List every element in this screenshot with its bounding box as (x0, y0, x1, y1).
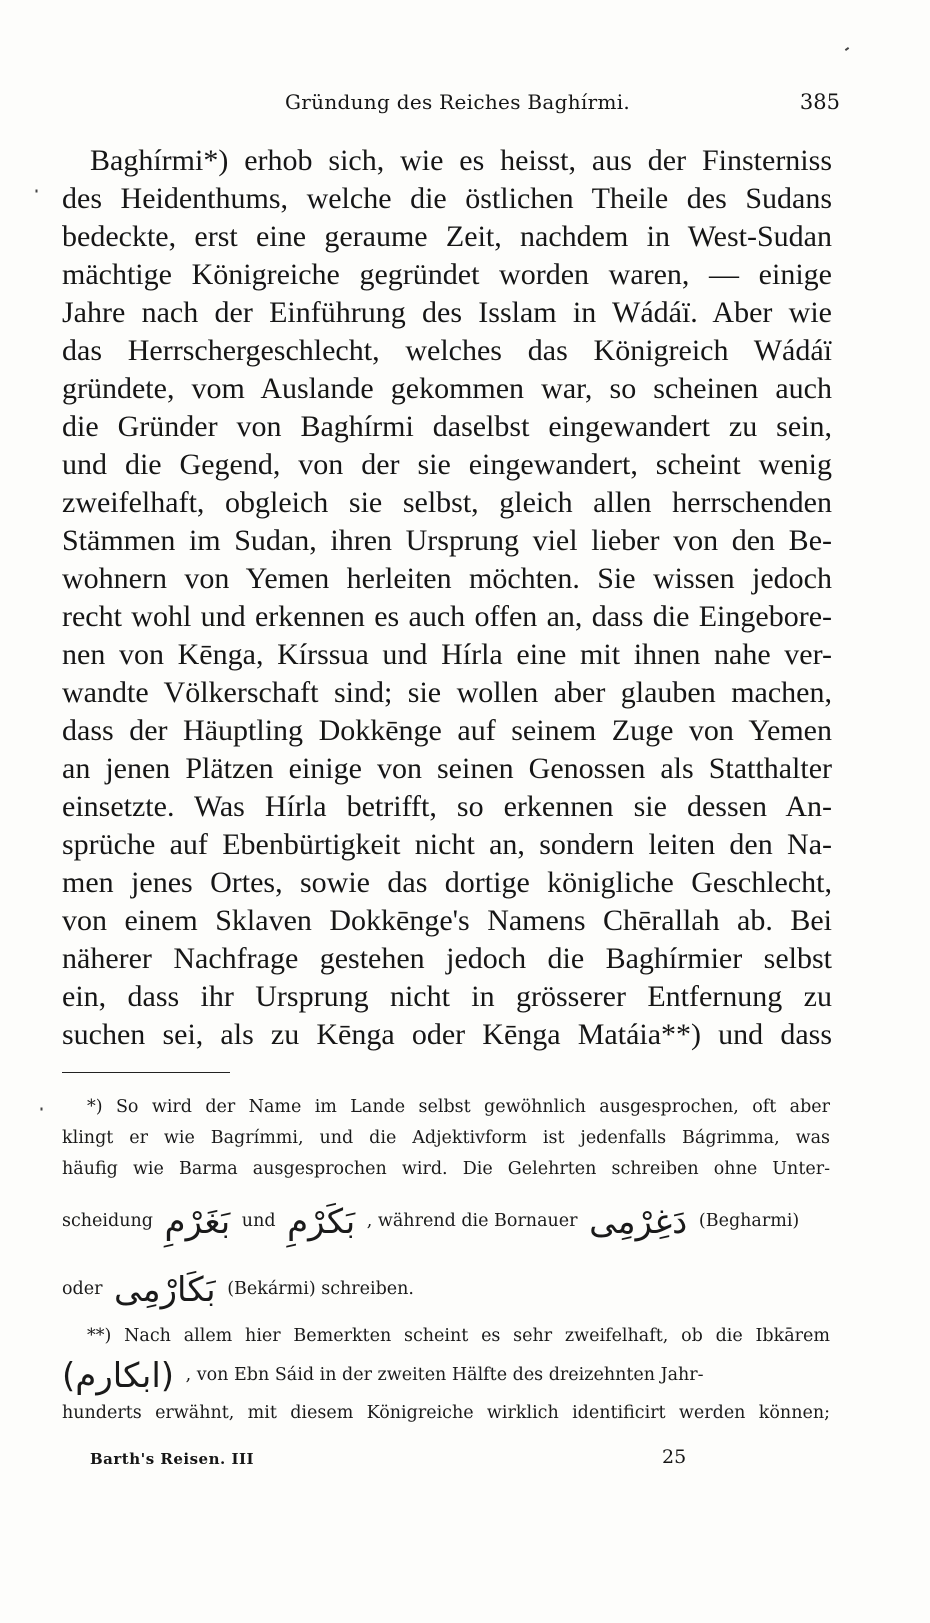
text-line: gründete, vom Auslande gekommen war, so scheinen auch (62, 372, 832, 405)
text-line: ein, dass ihr Ursprung nicht in grösserer Entfernung zu (62, 980, 832, 1013)
text-line: näherer Nachfrage gestehen jedoch die Baghírmier selbst (62, 942, 832, 975)
footnote-text: , während die Bornauer (366, 1211, 578, 1231)
footnote-line: *) So wird der Name im Lande selbst gewöhnlich ausgesprochen, oft aber (87, 1097, 830, 1117)
text-line: Jahre nach der Einführung des Isslam in Wádáï. Aber wie (62, 296, 832, 329)
footnote-arabic-line (62, 1185, 830, 1257)
print-speck (41, 1108, 43, 1111)
arabic-word: (ابكارم) (62, 1355, 175, 1396)
footnote-divider (62, 1072, 230, 1073)
footnote-line: **) Nach allem hier Bemerkten scheint es sehr zweifelhaft, ob die Ibkārem (87, 1326, 830, 1346)
sheet-number: 25 (662, 1446, 687, 1468)
print-speck (845, 47, 849, 51)
text-line: die Gründer von Baghírmi daselbst eingewandert zu sein, (62, 410, 832, 443)
page-number: 385 (799, 90, 840, 114)
text-line: von einem Sklaven Dokkēnge's Namens Chērallah ab. Bei (62, 904, 832, 937)
text-line: zweifelhaft, obgleich sie selbst, gleich allen herrschenden (62, 486, 832, 519)
text-line: das Herrschergeschlecht, welches das Königreich Wádáï (62, 334, 832, 367)
text-line: recht wohl und erkennen es auch offen an, dass die Eingebore- (62, 600, 832, 633)
footnote-arabic-line (62, 1257, 830, 1321)
signature-mark: Barth's Reisen. III (90, 1450, 254, 1468)
footnote-text: (Begharmi) (698, 1211, 800, 1231)
footnotes (62, 1092, 830, 1429)
arabic-word: بَكَارْمِی (114, 1269, 216, 1310)
footnote-line: klingt er wie Bagrímmi, und die Adjektivform ist jedenfalls Bágrimma, was (62, 1128, 830, 1148)
main-text (62, 142, 832, 1054)
footnote-line: hunderts erwähnt, mit diesem Königreiche wirklich identificirt werden können; (62, 1403, 830, 1423)
footnote-text: oder (62, 1279, 103, 1299)
text-line: bedeckte, erst eine geraume Zeit, nachdem in West-Sudan (62, 220, 832, 253)
text-line: an jenen Plätzen einige von seinen Genossen als Statthalter (62, 752, 832, 785)
arabic-word: بَغَرْمِ (164, 1201, 231, 1242)
text-line: men jenes Ortes, sowie das dortige königliche Geschlecht, (62, 866, 832, 899)
footnote-line: häufig wie Barma ausgesprochen wird. Die Gelehrten schreiben ohne Unter- (62, 1159, 830, 1179)
footnote-text: , von Ebn Sáid in der zweiten Hälfte des dreizehnten Jahr- (185, 1365, 704, 1385)
page-header (60, 90, 850, 120)
footnote-text: scheidung (62, 1211, 153, 1231)
running-title: Gründung des Reiches Baghírmi. (285, 90, 631, 114)
text-line: sprüche auf Ebenbürtigkeit nicht an, sondern leiten den Na- (62, 828, 832, 861)
arabic-word: بَكَرْمِ (287, 1201, 356, 1242)
text-line: Stämmen im Sudan, ihren Ursprung viel lieber von den Be- (62, 524, 832, 557)
text-line: Baghírmi*) erhob sich, wie es heisst, aus der Finsterniss (90, 144, 832, 177)
text-line: und die Gegend, von der sie eingewandert, scheint wenig (62, 448, 832, 481)
text-line: dass der Häuptling Dokkēnge auf seinem Zuge von Yemen (62, 714, 832, 747)
footnote-text: (Bekármi) schreiben. (227, 1279, 414, 1299)
text-line: des Heidenthums, welche die östlichen Theile des Sudans (62, 182, 832, 215)
text-line: einsetzte. Was Hírla betrifft, so erkennen sie dessen An- (62, 790, 832, 823)
text-line: nen von Kēnga, Kírssua und Hírla eine mit ihnen nahe ver- (62, 638, 832, 671)
footnote-text: und (241, 1211, 276, 1231)
arabic-word: دَغِرْمِی (589, 1201, 688, 1242)
text-line: wohnern von Yemen herleiten möchten. Sie wissen jedoch (62, 562, 832, 595)
text-line: mächtige Königreiche gegründet worden waren, — einige (62, 258, 832, 291)
print-speck (36, 190, 38, 193)
text-line: wandte Völkerschaft sind; sie wollen aber glauben machen, (62, 676, 832, 709)
footnote-arabic-line (62, 1352, 830, 1398)
text-line: suchen sei, als zu Kēnga oder Kēnga Matáia**) und dass (62, 1018, 832, 1051)
